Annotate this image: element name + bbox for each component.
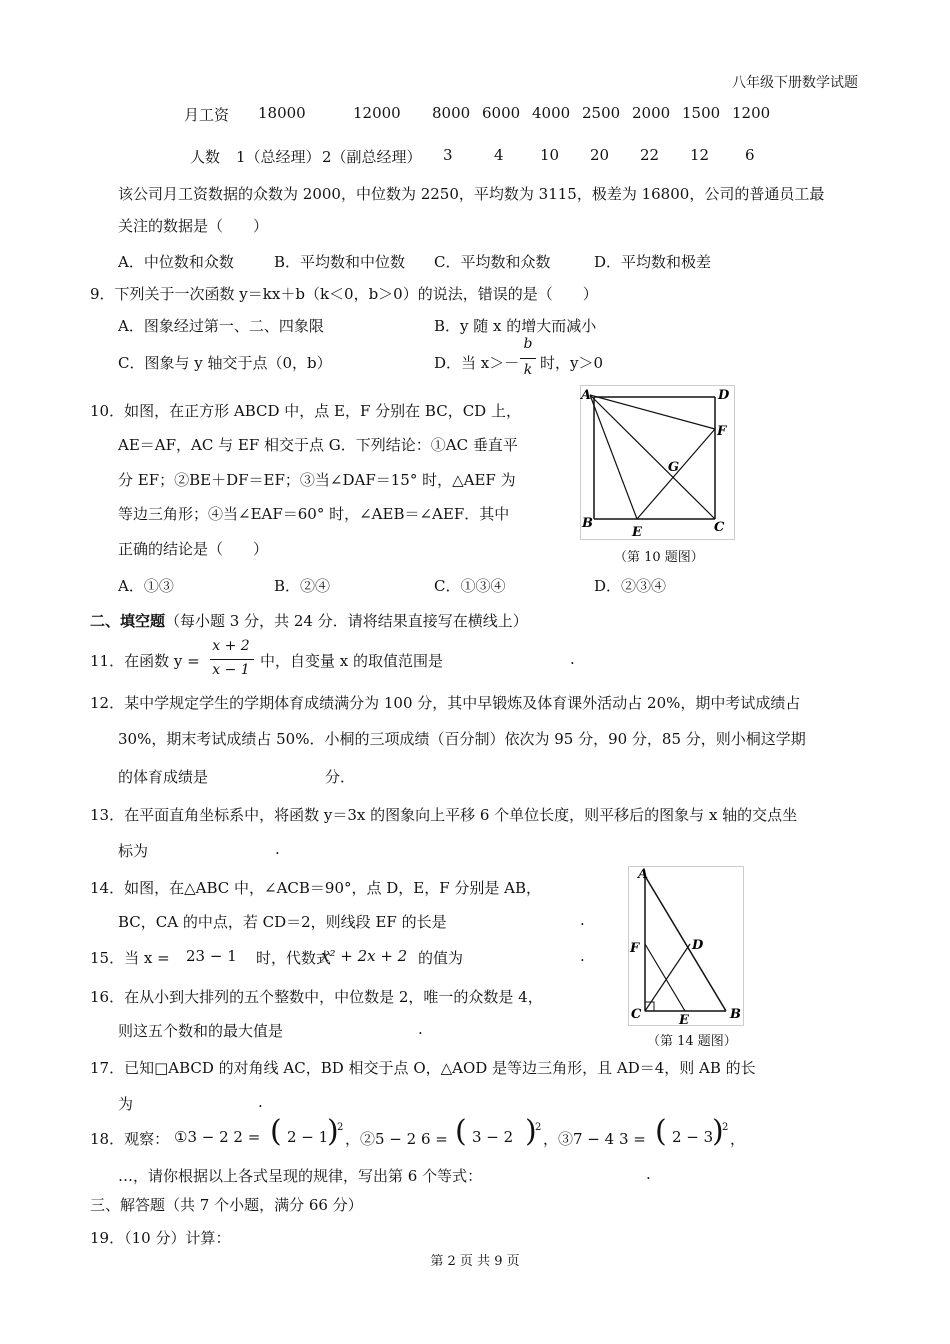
q14-end: . — [580, 911, 585, 929]
q8-option-c: C．平均数和众数 — [434, 253, 551, 271]
label-g: G — [668, 460, 680, 475]
salary-cell: 2000 — [632, 104, 671, 122]
q10-line5: 正确的结论是（ ） — [118, 540, 269, 558]
q14-figure — [628, 866, 744, 1026]
q9-fraction-numerator: b — [523, 336, 533, 352]
count-cell: 2（副总经理） — [322, 148, 422, 166]
q18-eq2: ，②5 − 2 6 = — [345, 1130, 448, 1148]
q11-denominator: x − 1 — [212, 662, 250, 678]
q18-end: . — [646, 1165, 651, 1183]
q10-figure-caption: （第 10 题图） — [614, 550, 704, 565]
salary-cell: 4000 — [532, 104, 571, 122]
label-b: B — [582, 516, 593, 531]
paren-right: ) — [712, 1114, 724, 1149]
q15-mid: 时，代数式 — [256, 949, 332, 967]
q10-option-d: D．②③④ — [594, 577, 667, 595]
q18-tail: ， — [730, 1130, 746, 1148]
q15-pre: 15．当 x = — [90, 949, 170, 967]
q16-line2: 则这五个数和的最大值是 — [118, 1022, 284, 1040]
q18-pre: 18．观察： — [90, 1130, 170, 1148]
q10-option-a: A．①③ — [118, 577, 174, 595]
paren-right: ) — [525, 1114, 537, 1149]
q10-option-b: B．②④ — [274, 577, 331, 595]
label-f: F — [717, 424, 727, 439]
salary-cell: 1200 — [732, 104, 771, 122]
q12-line2: 30%，期末考试成绩占 50%．小桐的三项成绩（百分制）依次为 95 分，90 分，85 分，则小桐这学期 — [118, 730, 806, 748]
q12-line3-pre: 的体育成绩是 — [118, 768, 209, 786]
section2-title: 二、填空题 — [90, 612, 166, 630]
q8-text-line1: 该公司月工资数据的众数为 2000，中位数为 2250，平均数为 3115，极差为 16800，公司的普通员工最 — [118, 185, 825, 203]
q10-line4: 等边三角形；④当∠EAF＝60° 时，∠AEB＝∠AEF．其中 — [118, 505, 510, 523]
row2-label: 人数 — [190, 148, 221, 166]
q10-line3: 分 EF；②BE＋DF＝EF；③当∠DAF＝15° 时，△AEF 为 — [118, 471, 516, 489]
q9-option-b: B．y 随 x 的增大而减小 — [434, 317, 597, 335]
label-f: F — [630, 941, 640, 956]
count-cell: 10 — [540, 146, 560, 164]
count-cell: 20 — [590, 146, 610, 164]
label-c: C — [631, 1007, 642, 1022]
section2-note: （每小题 3 分，共 24 分．请将结果直接写在横线上） — [165, 612, 528, 630]
q13-line1: 13．在平面直角坐标系中，将函数 y＝3x 的图象向上平移 6 个单位长度，则平移后的图象与 x 轴的交点坐 — [90, 806, 798, 824]
q8-option-d: D．平均数和极差 — [594, 253, 712, 271]
q14-line2: BC，CA 的中点，若 CD＝2，则线段 EF 的长是 — [118, 913, 447, 931]
q15-x-expr: 23 − 1 — [186, 947, 237, 965]
q15-post: 的值为 — [418, 949, 464, 967]
q19-text: 19．（10 分）计算： — [90, 1229, 231, 1247]
q8-option-a: A．中位数和众数 — [118, 253, 234, 271]
label-d: D — [718, 388, 730, 403]
q18-eq1-rhs: 2 − 1 — [287, 1128, 329, 1146]
fraction-bar — [520, 358, 536, 359]
q9-fraction-denominator: k — [523, 362, 533, 378]
salary-cell: 2500 — [582, 104, 621, 122]
q18-eq3: ，③7 − 4 3 = — [543, 1130, 646, 1148]
q10-figure — [580, 385, 735, 540]
count-cell: 12 — [690, 146, 710, 164]
q13-line2-pre: 标为 — [118, 842, 149, 860]
q11-end: . — [570, 650, 575, 668]
q10-option-c: C．①③④ — [434, 577, 506, 595]
count-cell: 22 — [640, 146, 660, 164]
q10-line1: 10．如图，在正方形 ABCD 中，点 E，F 分别在 BC，CD 上， — [90, 402, 521, 420]
label-b: B — [730, 1007, 741, 1022]
label-a: A — [581, 388, 592, 403]
q18-square-1: 2 — [337, 1122, 344, 1133]
salary-cell: 6000 — [482, 104, 521, 122]
q9-option-d-pre: D．当 x＞－ — [434, 354, 520, 372]
q14-figure-caption: （第 14 题图） — [647, 1034, 737, 1049]
q17-end: . — [258, 1093, 263, 1111]
label-e: E — [632, 525, 642, 540]
label-d: D — [692, 938, 704, 953]
paren-left: ( — [270, 1114, 282, 1149]
q15-end: . — [580, 947, 585, 965]
count-cell: 6 — [745, 146, 755, 164]
fraction-bar — [210, 659, 254, 660]
q13-line2-post: . — [275, 840, 280, 858]
q18-eq2-rhs: 3 − 2 — [472, 1128, 514, 1146]
section3-title: 三、解答题（共 7 个小题，满分 66 分） — [90, 1196, 363, 1214]
paren-right: ) — [327, 1114, 339, 1149]
q16-line1: 16．在从小到大排列的五个整数中，中位数是 2，唯一的众数是 4， — [90, 988, 543, 1006]
q18-eq3-rhs: 2 − 3 — [672, 1128, 714, 1146]
q14-line1: 14．如图，在△ABC 中，∠ACB＝90°，点 D，E，F 分别是 AB， — [90, 879, 542, 897]
count-cell: 4 — [494, 146, 504, 164]
q18-square-2: 2 — [535, 1122, 542, 1133]
q11-post: 中，自变量 x 的取值范围是 — [260, 652, 443, 670]
q11-numerator: x + 2 — [212, 638, 250, 654]
q12-line3-post: 分． — [325, 768, 356, 786]
label-a: A — [638, 867, 649, 882]
q17-line2: 为 — [118, 1095, 134, 1113]
q17-line1: 17．已知□ABCD 的对角线 AC，BD 相交于点 O，△AOD 是等边三角形，且 AD＝4，则 AB 的长 — [90, 1059, 756, 1077]
q8-option-b: B．平均数和中位数 — [274, 253, 406, 271]
q9-stem: 9．下列关于一次函数 y＝kx＋b（k＜0，b＞0）的说法，错误的是（ ） — [90, 285, 598, 303]
q10-line2: AE＝AF，AC 与 EF 相交于点 G．下列结论：①AC 垂直平 — [118, 436, 518, 454]
q18-eq1: ①3 − 2 2 = — [174, 1128, 261, 1146]
q12-line1: 12．某中学规定学生的学期体育成绩满分为 100 分，其中早锻炼及体育课外活动占 20%，期中考试成绩占 — [90, 694, 801, 712]
count-cell: 3 — [443, 146, 453, 164]
label-c: C — [714, 520, 725, 535]
section2-heading — [90, 610, 528, 631]
q9-option-d-post: 时，y＞0 — [540, 354, 604, 372]
header-title: 八年级下册数学试题 — [732, 75, 858, 91]
salary-cell: 12000 — [353, 104, 401, 122]
row1-label: 月工资 — [184, 106, 230, 124]
q9-option-c: C．图象与 y 轴交于点（0，b） — [118, 354, 332, 372]
salary-cell: 1500 — [682, 104, 721, 122]
q9-option-a: A．图象经过第一、二、四象限 — [118, 317, 324, 335]
q16-end: . — [418, 1020, 423, 1038]
q8-text-line2: 关注的数据是（ ） — [118, 217, 269, 235]
paren-left: ( — [655, 1114, 667, 1149]
q18-square-3: 2 — [722, 1122, 729, 1133]
paren-left: ( — [455, 1114, 467, 1149]
salary-cell: 8000 — [432, 104, 471, 122]
page-footer: 第 2 页 共 9 页 — [430, 1254, 520, 1269]
q11-pre: 11．在函数 y = — [90, 652, 200, 670]
salary-cell: 18000 — [258, 104, 306, 122]
q15-expression: x² + 2x + 2 — [321, 947, 408, 965]
q18-line2: …，请你根据以上各式呈现的规律，写出第 6 个等式： — [118, 1167, 483, 1185]
label-e: E — [679, 1013, 689, 1026]
count-cell: 1（总经理） — [236, 148, 321, 166]
